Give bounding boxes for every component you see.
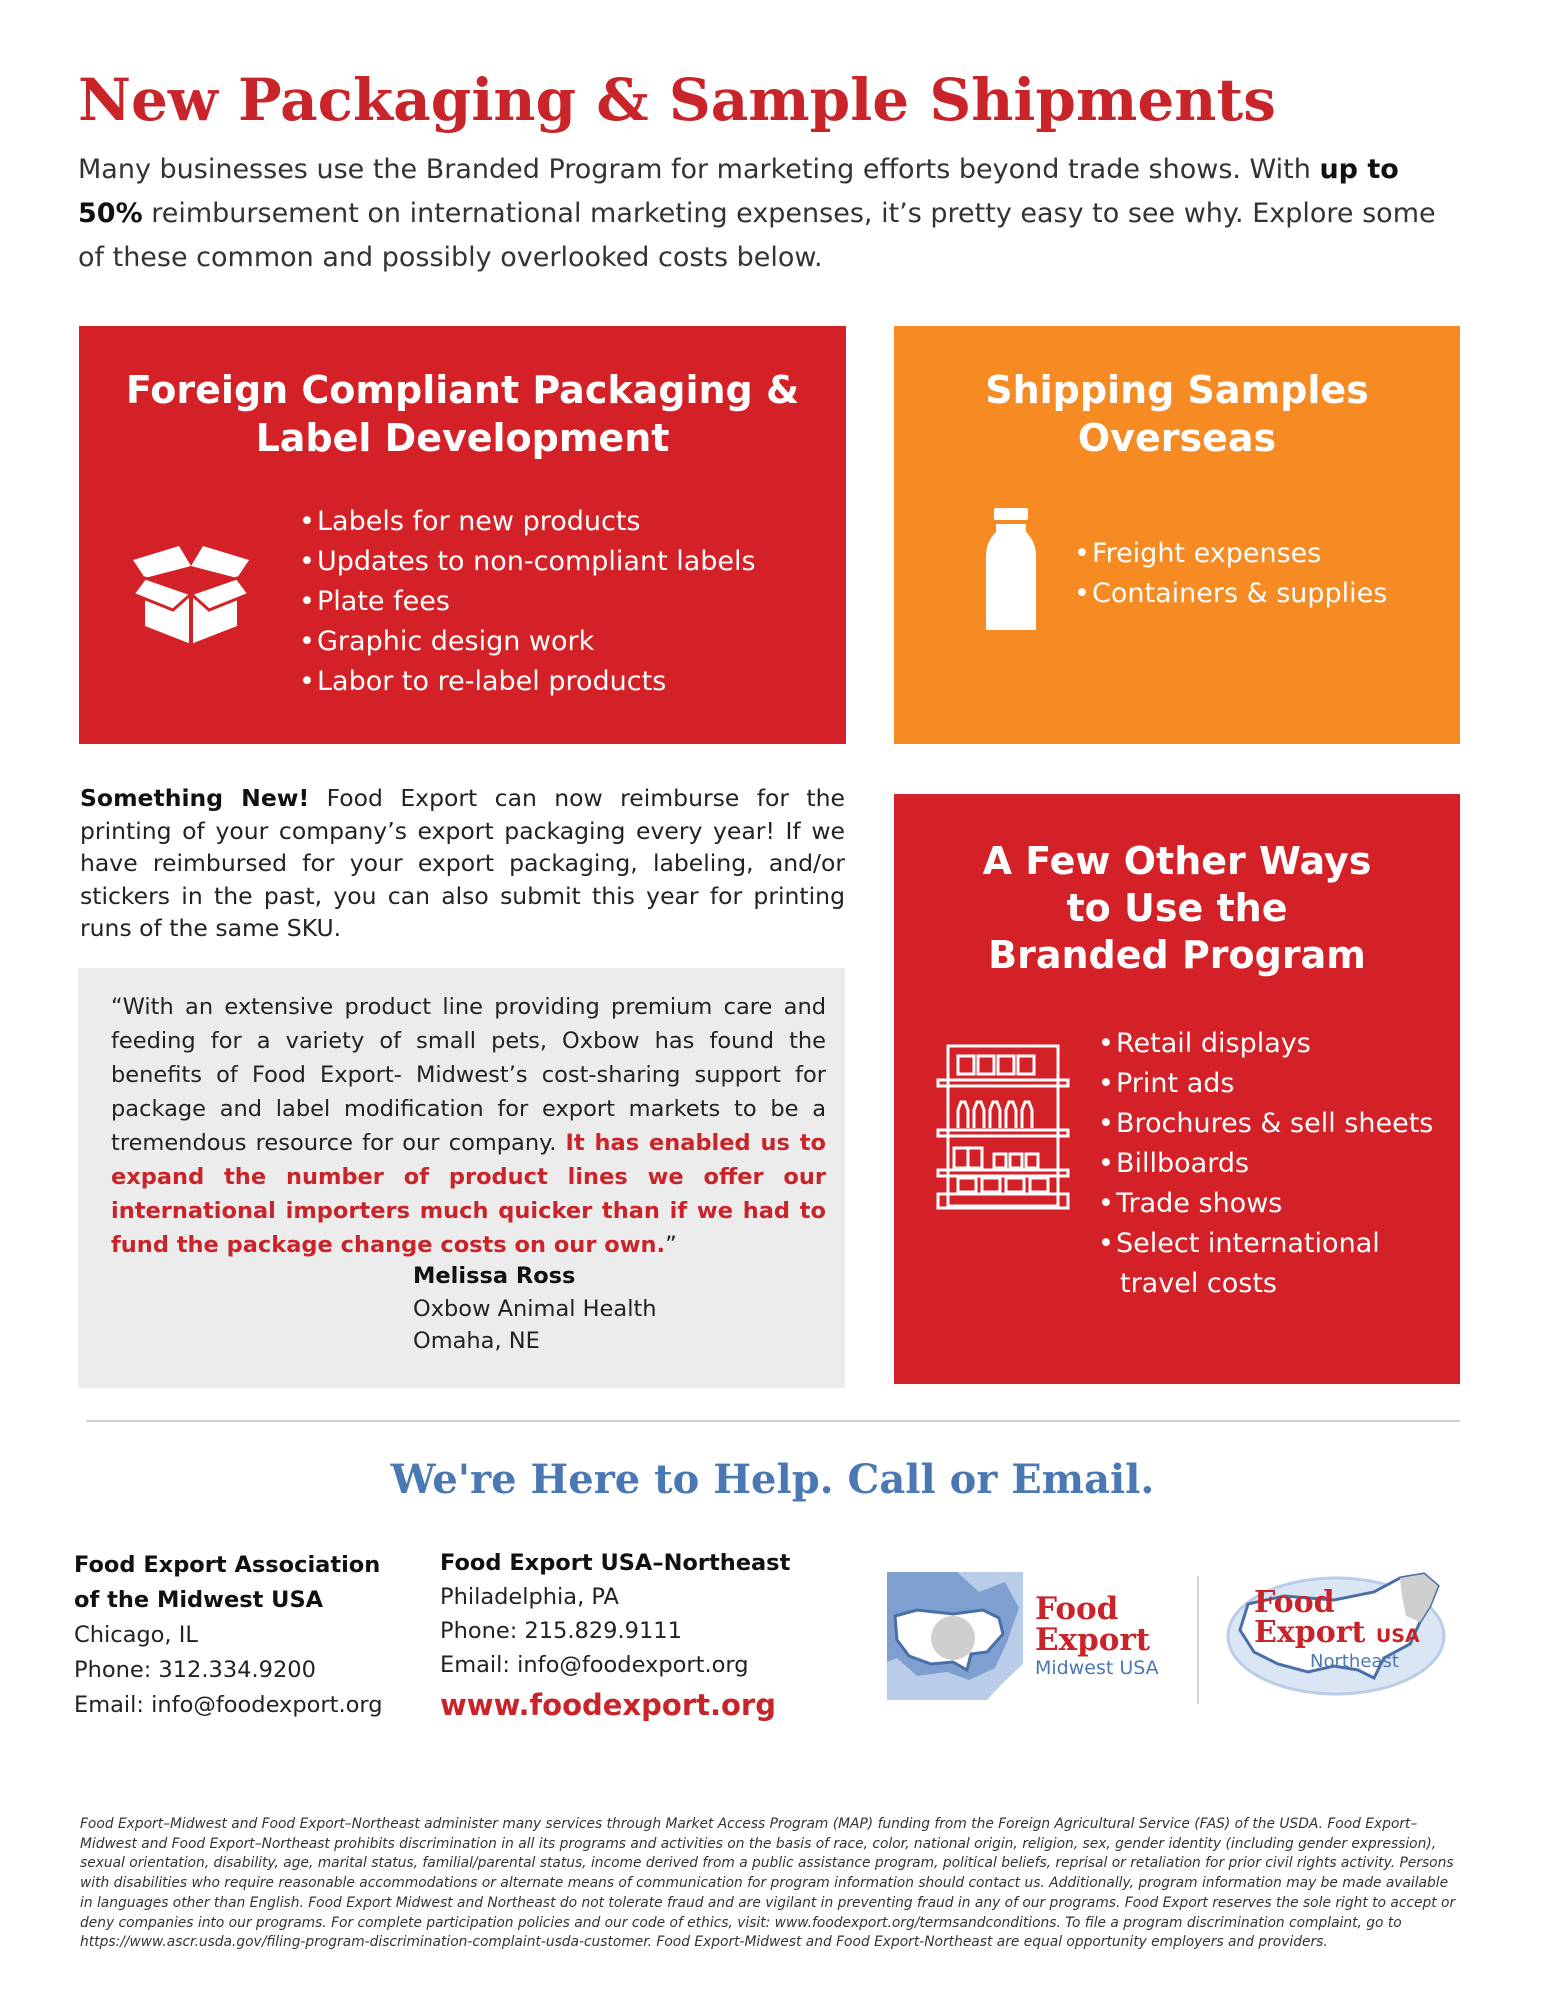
bullet-mark: • [1074, 538, 1090, 569]
list-item-text: Labels for new products [317, 506, 641, 537]
bullet-mark: • [1098, 1108, 1114, 1139]
list-item [1074, 534, 1387, 574]
intro-text-end: reimbursement on international marketing expenses, it’s pretty easy to see why. Explore some of these common and possibly overlooked costs below. [78, 198, 1436, 273]
other-ways-list [1098, 1024, 1433, 1304]
contact-midwest [74, 1548, 383, 1723]
packaging-list [299, 502, 756, 702]
contact-northeast-email[interactable]: Email: info@foodexport.org [440, 1652, 749, 1678]
logo-midwest-text [1035, 1591, 1159, 1680]
list-item-text: Select international [1116, 1228, 1380, 1259]
list-item-continuation: travel costs [1120, 1268, 1277, 1299]
testimonial-name: Melissa Ross [413, 1263, 576, 1289]
packaging-heading [79, 366, 846, 462]
website-link[interactable]: www.foodexport.org [440, 1688, 776, 1722]
shipping-box [894, 326, 1460, 744]
other-ways-box [894, 794, 1460, 1384]
us-map-icon [887, 1572, 1023, 1700]
shipping-heading [894, 366, 1460, 462]
list-item [1098, 1184, 1433, 1224]
bullet-mark: • [1074, 578, 1090, 609]
logo-northeast-line2: Export [1254, 1615, 1366, 1650]
contact-northeast-city: Philadelphia, PA [440, 1584, 619, 1610]
contact-midwest-email[interactable]: Email: info@foodexport.org [74, 1692, 383, 1718]
packaging-heading-line2: Label Development [255, 416, 670, 460]
list-item [1098, 1024, 1433, 1064]
testimonial-close-quote: ” [665, 1232, 677, 1258]
shipping-heading-line1: Shipping Samples [985, 368, 1369, 412]
testimonial-text: “With an extensive product line providing premium care and feeding for a variety of small pets, Oxbow has found the benefits of Food Export- Midwest’s cost-sharing support for package and label modification for export markets to be a tremendous resource for our company. [111, 994, 826, 1156]
shipping-heading-line2: Overseas [1077, 416, 1277, 460]
help-heading: We're Here to Help. Call or Email. [390, 1456, 1155, 1503]
logo-midwest-line2: Export [1035, 1622, 1151, 1658]
list-item-text: Retail displays [1116, 1028, 1311, 1059]
intro-paragraph [78, 148, 1468, 280]
list-item-text: Billboards [1116, 1148, 1250, 1179]
something-new-text: Food Export can now reimburse for the printing of your company’s export packaging every year! If we have reimbursed for your export packaging, labeling, and/or stickers in the past, you can also submit this year for printing runs of the same SKU. [80, 784, 845, 942]
packaging-box [79, 326, 846, 744]
bullet-mark: • [299, 626, 315, 657]
packaging-heading-line1: Foreign Compliant Packaging & [125, 368, 800, 412]
logo-northeast [1224, 1566, 1454, 1702]
bullet-mark: • [1098, 1148, 1114, 1179]
logo-northeast-line3: Northeast [1310, 1651, 1399, 1672]
logo-divider [1197, 1576, 1199, 1704]
list-item [299, 622, 756, 662]
footer-disclaimer: Food Export–Midwest and Food Export–Northeast administer many services through Market Access Program (MAP) funding from the Foreign Agricultural Service (FAS) of the USDA. Food Export–Midwest and Food Export–Northeast prohibits discrimination in all its programs and activities on the basis of race, color, national origin, religion, sex, gender identity (including gender expression), sexual orientation, disability, age, marital status, familial/parental status, income derived from a public assistance program, political beliefs, reprisal or retaliation for prior civil rights activity. Persons with disabilities who require reasonable accommodations or alternate means of communication for program information should contact us. Additionally, program information may be made available in languages other than English. Food Export Midwest and Northeast do not tolerate fraud and are vigilant in preventing fraud in any of our programs. Food Export reserves the sole right to accept or deny companies into our programs. For complete participation policies and our code of ethics, visit: www.foodexport.org/termsandconditions. To file a program discrimination complaint, go to https://www.ascr.usda.gov/filing-program-discrimination-complaint-usda-customer. Food Export-Midwest and Food Export-Northeast are equal opportunity employers and providers. [80, 1816, 1456, 1951]
testimonial-highlight: It has enabled us to expand the number of product lines we offer our international importers much quicker than if we had to fund the package change costs on our own. [111, 1130, 826, 1258]
bullet-mark: • [299, 666, 315, 697]
other-ways-heading-line3: Branded Program [988, 933, 1366, 977]
bullet-mark: • [299, 506, 315, 537]
logo-northeast-line1: Food [1254, 1585, 1335, 1620]
contact-northeast-phone[interactable]: Phone: 215.829.9111 [440, 1618, 682, 1644]
logo-midwest-line3: Midwest USA [1035, 1657, 1159, 1679]
list-item [1074, 574, 1387, 614]
bottle-icon [984, 508, 1038, 630]
other-ways-heading-line2: to Use the [1066, 886, 1288, 930]
testimonial-box [78, 968, 845, 1388]
testimonial-company: Oxbow Animal Health [413, 1295, 657, 1322]
section-divider [86, 1420, 1460, 1422]
list-item [1098, 1064, 1433, 1104]
contact-midwest-phone[interactable]: Phone: 312.334.9200 [74, 1657, 316, 1683]
open-box-icon [133, 544, 249, 648]
intro-highlight: up to 50% [78, 154, 1399, 229]
list-item [299, 582, 756, 622]
list-item [299, 502, 756, 542]
page-title: New Packaging & Sample Shipments [78, 66, 1276, 134]
list-item [1098, 1144, 1433, 1184]
bullet-mark: • [299, 586, 315, 617]
list-item-text: Plate fees [317, 586, 450, 617]
list-item-text: Graphic design work [317, 626, 595, 657]
list-item-text: Containers & supplies [1092, 578, 1388, 609]
list-item [299, 542, 756, 582]
contact-midwest-name-line2: of the Midwest USA [74, 1587, 324, 1613]
bullet-mark: • [1098, 1068, 1114, 1099]
shipping-list [1074, 534, 1387, 614]
list-item [299, 662, 756, 702]
store-shelf-icon [936, 1044, 1070, 1210]
testimonial-attribution [413, 1260, 657, 1358]
bullet-mark: • [1098, 1228, 1114, 1259]
bullet-mark: • [1098, 1028, 1114, 1059]
testimonial-location: Omaha, NE [413, 1328, 540, 1354]
testimonial-quote [111, 990, 826, 1262]
intro-text-start: Many businesses use the Branded Program for marketing efforts beyond trade shows. With [78, 154, 1320, 185]
contact-northeast [440, 1546, 790, 1728]
logo-northeast-usa: USA [1375, 1625, 1420, 1647]
logo-midwest [887, 1572, 1167, 1700]
bullet-mark: • [299, 546, 315, 577]
list-item-text: Freight expenses [1092, 538, 1322, 569]
logo-northeast-text [1254, 1585, 1420, 1673]
contact-midwest-name-line1: Food Export Association [74, 1552, 381, 1578]
other-ways-heading-line1: A Few Other Ways [982, 839, 1372, 883]
list-item-text: Brochures & sell sheets [1116, 1108, 1434, 1139]
list-item-text: Print ads [1116, 1068, 1235, 1099]
bullet-mark: • [1098, 1188, 1114, 1219]
something-new-paragraph [80, 782, 845, 945]
list-item-text: Updates to non-compliant labels [317, 546, 756, 577]
list-item [1098, 1104, 1433, 1144]
something-new-lead: Something New! [80, 784, 310, 812]
list-item [1098, 1224, 1433, 1264]
contact-midwest-city: Chicago, IL [74, 1622, 198, 1648]
contact-northeast-name: Food Export USA–Northeast [440, 1550, 791, 1576]
list-item-text: Labor to re-label products [317, 666, 667, 697]
logo-midwest-line1: Food [1035, 1591, 1119, 1627]
other-ways-heading [894, 838, 1460, 979]
list-item-text: Trade shows [1116, 1188, 1283, 1219]
